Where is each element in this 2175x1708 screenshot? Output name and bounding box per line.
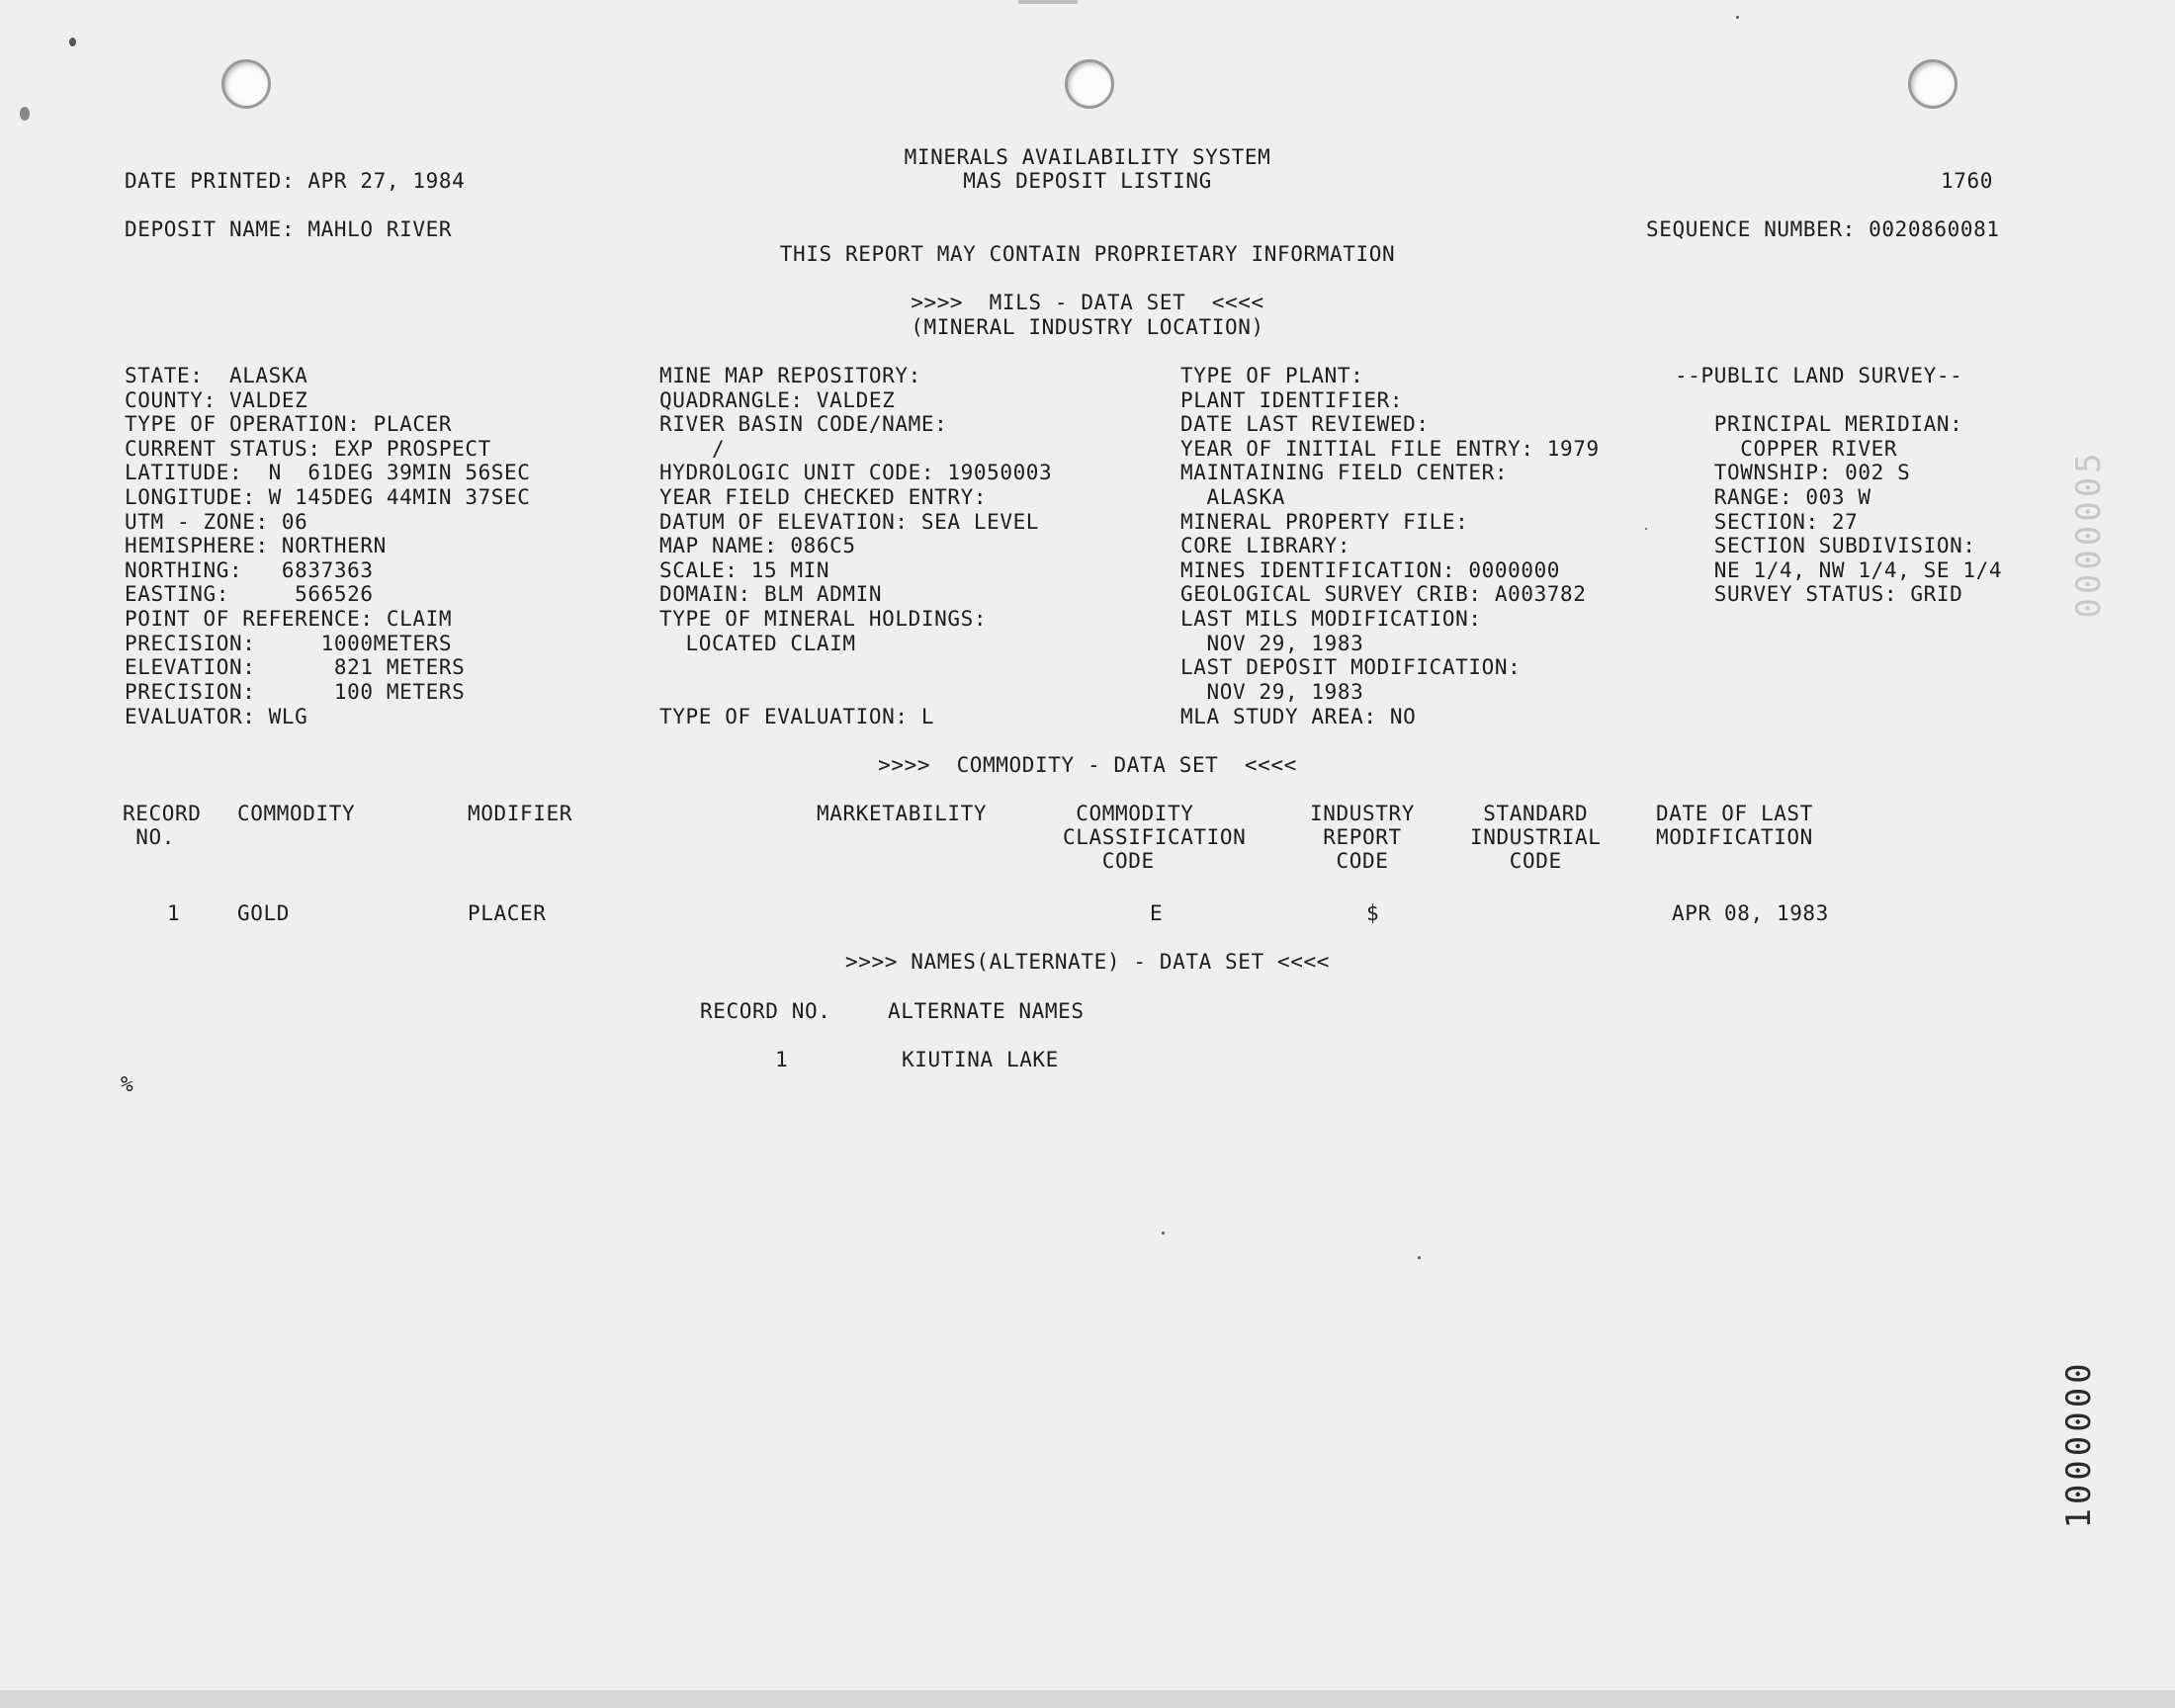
mils-field: DATE LAST REVIEWED:	[1180, 412, 1430, 436]
header-record-no: RECORD NO.	[123, 802, 202, 849]
header-classification-code: COMMODITY CLASSIFICATION CODE	[1063, 802, 1247, 873]
proprietary-notice: THIS REPORT MAY CONTAIN PROPRIETARY INFORMATION	[779, 242, 1396, 266]
mils-field: /	[659, 437, 726, 461]
mils-field: MINERAL PROPERTY FILE:	[1180, 510, 1469, 534]
mils-field: NORTHING: 6837363	[125, 558, 374, 582]
mils-field: TYPE OF MINERAL HOLDINGS:	[659, 607, 988, 631]
mils-field: TYPE OF PLANT:	[1180, 364, 1364, 387]
cell-date-of-last-modification: APR 08, 1983	[1672, 901, 1829, 925]
mils-field: MLA STUDY AREA: NO	[1180, 705, 1417, 728]
cell-commodity: GOLD	[237, 901, 290, 925]
names-section-title: >>>> NAMES(ALTERNATE) - DATA SET <<<<	[845, 950, 1330, 974]
mils-field: LATITUDE: N 61DEG 39MIN 56SEC	[125, 461, 531, 484]
mils-field: DOMAIN: BLM ADMIN	[659, 582, 883, 606]
mils-field: PLANT IDENTIFIER:	[1180, 388, 1404, 412]
mils-field: LAST MILS MODIFICATION:	[1180, 607, 1482, 631]
system-title: MINERALS AVAILABILITY SYSTEM	[904, 145, 1271, 169]
mils-field: POINT OF REFERENCE: CLAIM	[125, 607, 453, 631]
mils-field: SCALE: 15 MIN	[659, 558, 830, 582]
mils-field: HEMISPHERE: NORTHERN	[125, 534, 387, 557]
cell-industry-report-code: $	[1366, 901, 1380, 925]
scan-edge	[0, 1690, 2175, 1708]
end-of-record-mark: %	[121, 1072, 134, 1096]
survey-field: RANGE: 003 W	[1675, 485, 1871, 509]
survey-field: SECTION: 27	[1675, 510, 1859, 534]
deposit-name: DEPOSIT NAME: MAHLO RIVER	[125, 217, 453, 241]
mils-field: EVALUATOR: WLG	[125, 705, 308, 728]
mils-field: NOV 29, 1983	[1180, 680, 1364, 704]
mils-section-subtitle: (MINERAL INDUSTRY LOCATION)	[911, 315, 1264, 339]
survey-field: COPPER RIVER	[1675, 437, 1898, 461]
header-date-of-last-modification: DATE OF LAST MODIFICATION	[1656, 802, 1813, 849]
scan-speck	[1736, 16, 1739, 19]
mils-field: QUADRANGLE: VALDEZ	[659, 388, 896, 412]
mils-field: ELEVATION: 821 METERS	[125, 655, 466, 679]
mils-field: MAP NAME: 086C5	[659, 534, 856, 557]
mils-field: STATE: ALASKA	[125, 364, 308, 387]
ghost-frame-number: 0000005	[2069, 449, 2109, 619]
mils-field: MINES IDENTIFICATION: 0000000	[1180, 558, 1561, 582]
mils-field: LONGITUDE: W 145DEG 44MIN 37SEC	[125, 485, 531, 509]
mils-field: GEOLOGICAL SURVEY CRIB: A003782	[1180, 582, 1587, 606]
alternate-name: KIUTINA LAKE	[902, 1048, 1059, 1071]
survey-field: TOWNSHIP: 002 S	[1675, 461, 1911, 484]
header-record-no: RECORD NO.	[700, 999, 831, 1023]
page-number: 1760	[1941, 169, 1993, 193]
binder-hole-center	[1065, 59, 1114, 109]
mils-field: HYDROLOGIC UNIT CODE: 19050003	[659, 461, 1053, 484]
mils-field: PRECISION: 1000METERS	[125, 632, 453, 655]
frame-number: 1000000	[2059, 1359, 2099, 1529]
alternate-name-record-no: 1	[775, 1048, 789, 1071]
mils-field: CORE LIBRARY:	[1180, 534, 1351, 557]
date-printed: DATE PRINTED: APR 27, 1984	[125, 169, 466, 193]
paper-edge	[1018, 0, 1078, 4]
cell-record-no: 1	[167, 901, 181, 925]
mils-field: LAST DEPOSIT MODIFICATION:	[1180, 655, 1522, 679]
binder-hole-left	[221, 59, 271, 109]
mils-field: LOCATED CLAIM	[659, 632, 856, 655]
scan-speck	[1418, 1256, 1421, 1259]
header-commodity: COMMODITY	[237, 802, 356, 825]
header-industry-report-code: INDUSTRY REPORT CODE	[1310, 802, 1415, 873]
cell-modifier: PLACER	[468, 901, 547, 925]
header-alternate-names: ALTERNATE NAMES	[888, 999, 1085, 1023]
listing-title: MAS DEPOSIT LISTING	[963, 169, 1212, 193]
scan-speck	[1645, 528, 1647, 530]
mils-field: TYPE OF EVALUATION: L	[659, 705, 935, 728]
mils-field: YEAR OF INITIAL FILE ENTRY: 1979	[1180, 437, 1600, 461]
survey-field: SECTION SUBDIVISION:	[1675, 534, 1976, 557]
survey-field: SURVEY STATUS: GRID	[1675, 582, 1963, 606]
survey-field: NE 1/4, NW 1/4, SE 1/4	[1675, 558, 2003, 582]
sequence-number: SEQUENCE NUMBER: 0020860081	[1646, 217, 2000, 241]
mils-field: PRECISION: 100 METERS	[125, 680, 466, 704]
header-marketability: MARKETABILITY	[817, 802, 988, 825]
header-modifier: MODIFIER	[468, 802, 572, 825]
mils-field: RIVER BASIN CODE/NAME:	[659, 412, 948, 436]
mils-field: ALASKA	[1180, 485, 1285, 509]
mils-field: EASTING: 566526	[125, 582, 374, 606]
mils-field: CURRENT STATUS: EXP PROSPECT	[125, 437, 491, 461]
scan-speck	[1162, 1232, 1165, 1235]
binder-hole-right	[1908, 59, 1958, 109]
survey-field: --PUBLIC LAND SURVEY--	[1675, 364, 1963, 387]
survey-field: PRINCIPAL MERIDIAN:	[1675, 412, 1963, 436]
mils-field: DATUM OF ELEVATION: SEA LEVEL	[659, 510, 1040, 534]
commodity-section-title: >>>> COMMODITY - DATA SET <<<<	[878, 753, 1297, 777]
mils-section-title: >>>> MILS - DATA SET <<<<	[911, 291, 1264, 314]
mils-field: NOV 29, 1983	[1180, 632, 1364, 655]
mils-field: UTM - ZONE: 06	[125, 510, 308, 534]
scan-speck	[20, 107, 30, 121]
mils-field: COUNTY: VALDEZ	[125, 388, 308, 412]
mils-field: MAINTAINING FIELD CENTER:	[1180, 461, 1509, 484]
cell-classification-code: E	[1150, 901, 1164, 925]
mils-field: TYPE OF OPERATION: PLACER	[125, 412, 453, 436]
mils-field: YEAR FIELD CHECKED ENTRY:	[659, 485, 988, 509]
scan-speck	[69, 38, 76, 46]
header-sic-code: STANDARD INDUSTRIAL CODE	[1470, 802, 1602, 873]
mils-field: MINE MAP REPOSITORY:	[659, 364, 921, 387]
